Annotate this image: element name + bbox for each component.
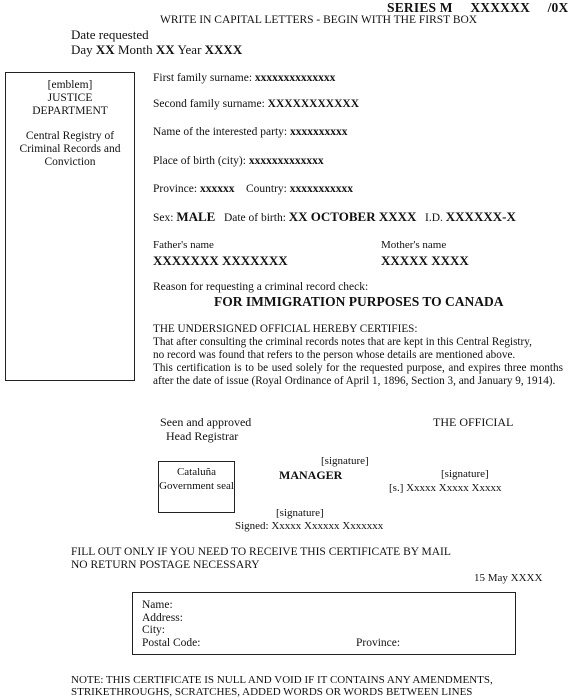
department-box [5, 72, 135, 381]
birthplace-label: Place of birth (city): [153, 155, 246, 167]
seen-approved: Seen and approved [160, 415, 252, 429]
dob-value: XX OCTOBER XXXX [288, 209, 417, 224]
country-value: xxxxxxxxxxx [289, 183, 353, 195]
sex-dob-id-field [153, 209, 516, 225]
department-line2: DEPARTMENT [32, 105, 108, 117]
address-postal-label: Postal Code: [142, 636, 201, 649]
province-country-field [153, 183, 353, 195]
mailing-address-box [132, 592, 516, 655]
day-label: Day [71, 42, 93, 57]
date-requested-label: Date requested [71, 27, 149, 42]
reason-label: Reason for requesting a criminal record check: [153, 281, 369, 293]
certification-heading: THE UNDERSIGNED OFFICIAL HEREBY CERTIFIES: [153, 323, 418, 335]
second-surname-value: XXXXXXXXXXX [267, 98, 360, 110]
head-registrar: Head Registrar [166, 429, 239, 443]
country-label: Country: [245, 183, 287, 195]
day-value: XX [95, 42, 115, 57]
province-value: xxxxxx [199, 183, 235, 195]
manager-title: MANAGER [279, 468, 343, 482]
official-signature: [signature] [441, 468, 489, 480]
year-label: Year [177, 42, 202, 57]
certification-line2: no record was found that refers to the person whose details are mentioned above. [153, 349, 516, 361]
birthplace-value: xxxxxxxxxxxxx [248, 155, 324, 167]
signed-signature: [signature] [276, 507, 324, 519]
first-surname-value: xxxxxxxxxxxxxx [254, 72, 336, 84]
mail-instruction: FILL OUT ONLY IF YOU NEED TO RECEIVE THIS CERTIFICATE BY MAIL [71, 546, 451, 558]
series-value: XXXXXX [470, 0, 531, 15]
series-label: SERIES M [387, 0, 453, 15]
name-label: Name of the interested party: [153, 126, 288, 138]
manager-signature: [signature] [321, 455, 369, 467]
date-requested-value [71, 42, 242, 58]
sex-value: MALE [176, 209, 216, 224]
sex-label: Sex: [153, 212, 174, 224]
department-line1: JUSTICE [47, 92, 93, 104]
void-note-line1: NOTE: THIS CERTIFICATE IS NULL AND VOID IF IT CONTAINS ANY AMENDMENTS, [71, 674, 493, 686]
father-label: Father's name [153, 239, 214, 251]
address-postal-row [142, 637, 515, 650]
name-field [153, 126, 348, 138]
dob-label: Date of birth: [223, 212, 286, 224]
id-value: XXXXXX-X [445, 209, 516, 224]
signed-name: Signed: Xxxxx Xxxxxx Xxxxxxx [235, 520, 384, 532]
address-name-label: Name: [142, 599, 173, 611]
instruction-text: WRITE IN CAPITAL LETTERS - BEGIN WITH THE FIRST BOX [160, 14, 478, 26]
id-label: I.D. [425, 212, 443, 224]
name-value: xxxxxxxxxx [290, 126, 348, 138]
address-address-label: Address: [142, 611, 183, 624]
birthplace-field [153, 155, 324, 167]
mother-label: Mother's name [381, 239, 447, 251]
certification-paragraph: This certification is to be used solely for the requested purpose, and expires three months after the date of issue (Royal Ordinance of April 1, 1896, Section 3, and January 9, 1914). [153, 362, 563, 387]
series-suffix: /0X [547, 0, 568, 15]
year-value: XXXX [204, 42, 243, 57]
certification-block [153, 323, 563, 388]
second-surname-label: Second family surname: [153, 98, 265, 110]
address-province-label: Province: [356, 636, 401, 649]
registry-name: Central Registry of Criminal Records and Conviction [19, 130, 121, 168]
reason-value: FOR IMMIGRATION PURPOSES TO CANADA [214, 294, 504, 309]
certification-line1: That after consulting the criminal records notes that are kept in this Central Registry, [153, 336, 532, 348]
mother-value: XXXXX XXXX [381, 253, 469, 268]
void-note-line2: STRIKETHROUGHS, SCRATCHES, ADDED WORDS OR WORDS BETWEEN LINES [71, 686, 473, 698]
emblem-placeholder: [emblem] [47, 79, 93, 91]
month-value: XX [155, 42, 175, 57]
postage-note: NO RETURN POSTAGE NECESSARY [71, 559, 260, 571]
province-label: Province: [153, 183, 198, 195]
month-label: Month [117, 42, 153, 57]
first-surname-label: First family surname: [153, 72, 253, 84]
address-city-label: City: [142, 624, 166, 636]
father-value: XXXXXXX XXXXXXX [153, 253, 288, 268]
issue-date: 15 May XXXX [474, 572, 543, 584]
second-surname-field [153, 98, 359, 110]
government-seal: Cataluña Government seal [158, 461, 235, 513]
the-official: THE OFFICIAL [433, 415, 514, 429]
official-name: [s.] Xxxxx Xxxxx Xxxxx [389, 482, 502, 494]
first-surname-field [153, 72, 335, 84]
